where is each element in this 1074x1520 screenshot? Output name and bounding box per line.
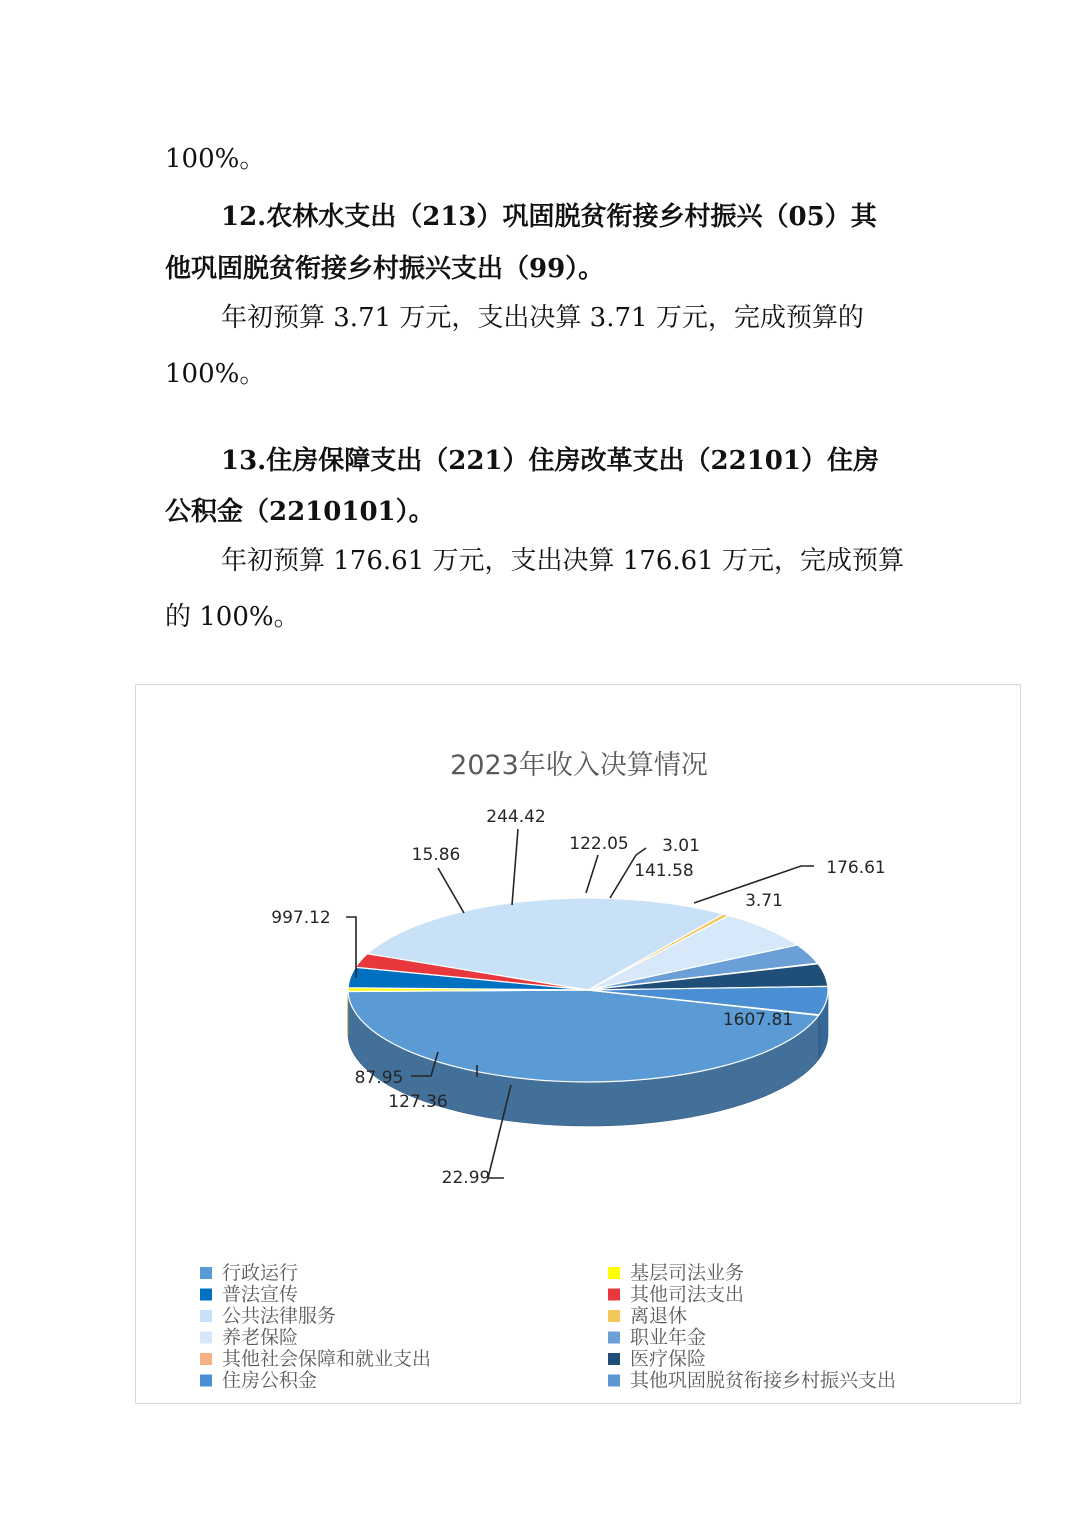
legend-entry: 职业年金 (630, 1326, 707, 1349)
legend-entry: 行政运行 (222, 1262, 299, 1284)
legend-swatch (608, 1310, 620, 1322)
legend-swatch (200, 1310, 212, 1322)
legend-swatch (608, 1332, 620, 1344)
legend-entry: 其他巩固脱贫衔接乡村振兴支出 (630, 1369, 897, 1392)
data-label: 22.99 (441, 1168, 491, 1188)
legend-entry: 普法宣传 (222, 1283, 299, 1306)
legend (200, 1262, 896, 1392)
data-label-leader (586, 855, 598, 893)
data-label: 3.71 (745, 891, 783, 911)
legend-swatch (608, 1289, 620, 1301)
data-label: 3.01 (662, 836, 700, 856)
data-label: 176.61 (826, 858, 886, 878)
data-label: 127.36 (388, 1092, 448, 1112)
chart-title: 2023年收入决算情况 (450, 750, 708, 781)
text-line: 100%。 (165, 144, 266, 174)
legend-entry: 公共法律服务 (222, 1305, 337, 1327)
legend-swatch (200, 1332, 212, 1344)
legend-entry: 其他社会保障和就业支出 (222, 1348, 432, 1370)
paragraph-12-cont: 100%。 (165, 359, 266, 389)
legend-swatch (200, 1267, 212, 1279)
data-label-leader (438, 868, 464, 913)
legend-entry: 离退休 (630, 1305, 688, 1327)
section-heading-13-cont: 公积金（2210101）。 (165, 497, 435, 527)
paragraph-12: 年初预算 3.71 万元，支出决算 3.71 万元，完成预算的 (221, 303, 864, 333)
section-heading-12-cont: 他巩固脱贫衔接乡村振兴支出（99）。 (165, 254, 605, 284)
legend-entry: 医疗保险 (630, 1348, 707, 1370)
pie-chart-svg (136, 685, 1022, 1405)
data-label: 87.95 (354, 1068, 404, 1088)
data-label: 244.42 (486, 807, 546, 827)
section-heading-12: 12.农林水支出（213）巩固脱贫衔接乡村振兴（05）其 (221, 202, 877, 232)
paragraph-13: 年初预算 176.61 万元，支出决算 176.61 万元，完成预算 (221, 546, 905, 576)
paragraph-13-cont: 的 100%。 (165, 602, 300, 632)
legend-entry: 住房公积金 (222, 1369, 318, 1392)
legend-swatch (200, 1289, 212, 1301)
legend-swatch (200, 1375, 212, 1387)
data-label: 122.05 (569, 834, 629, 854)
section-heading-13: 13.住房保障支出（221）住房改革支出（22101）住房 (221, 446, 879, 476)
pie-chart (135, 684, 1021, 1404)
legend-entry: 基层司法业务 (630, 1262, 745, 1284)
data-label: 15.86 (411, 845, 461, 865)
legend-swatch (608, 1267, 620, 1279)
legend-swatch (200, 1353, 212, 1365)
data-label: 1607.81 (722, 1010, 794, 1030)
pie-tops (348, 898, 828, 1082)
data-label: 141.58 (634, 861, 694, 881)
legend-entry: 其他司法支出 (630, 1283, 745, 1306)
legend-swatch (608, 1353, 620, 1365)
legend-swatch (608, 1375, 620, 1387)
data-label: 997.12 (271, 908, 331, 928)
legend-entry: 养老保险 (222, 1326, 299, 1349)
data-label-leader (512, 829, 518, 905)
